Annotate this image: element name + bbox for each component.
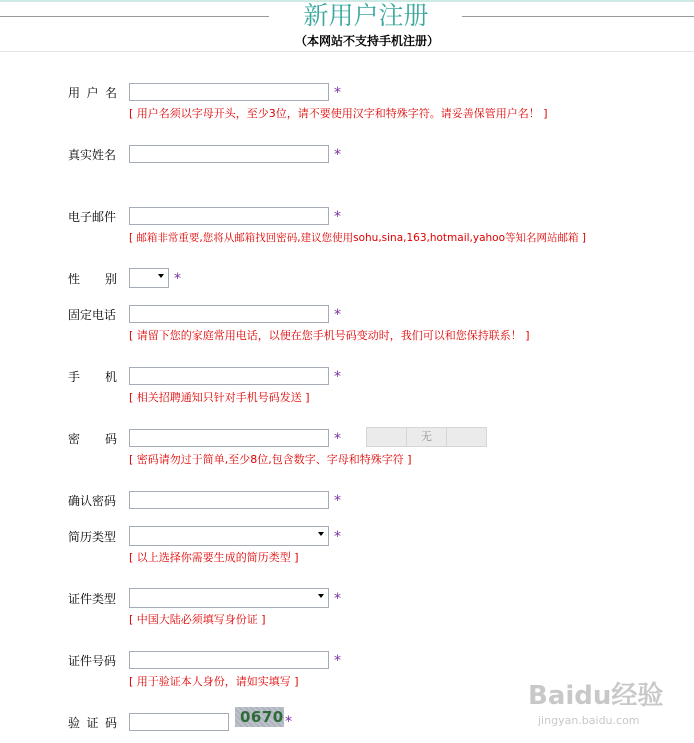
required-mark: * (334, 307, 341, 323)
mobile-input[interactable] (129, 367, 329, 385)
resume-type-select[interactable] (129, 526, 329, 546)
username-label: 用 户 名 (68, 86, 117, 100)
mobile-hint: [ 相关招聘通知只针对手机号码发送 ] (129, 391, 310, 404)
captcha-code: 0670 (240, 708, 284, 726)
phone-label: 固定电话 (68, 308, 117, 322)
required-mark: * (334, 209, 341, 225)
realname-input[interactable] (129, 145, 329, 163)
password-hint: [ 密码请勿过于简单,至少8位,包含数字、字母和特殊字符 ] (129, 453, 412, 466)
required-mark: * (334, 529, 341, 545)
required-mark: * (334, 653, 341, 669)
page-title: 新用户注册 (303, 1, 429, 30)
header-divider (0, 51, 694, 52)
confirm-password-label: 确认密码 (68, 494, 117, 508)
captcha-input[interactable] (129, 713, 229, 731)
id-type-label: 证件类型 (68, 592, 117, 606)
confirm-password-input[interactable] (129, 491, 329, 509)
phone-hint: [ 请留下您的家庭常用电话，以便在您手机号码变动时，我们可以和您保持联系！ ] (129, 329, 530, 342)
chevron-down-icon (158, 274, 164, 278)
mobile-label: 手 机 (68, 370, 117, 384)
required-mark: * (285, 714, 292, 730)
id-number-label: 证件号码 (68, 654, 117, 668)
required-mark: * (334, 431, 341, 447)
resume-type-label: 简历类型 (68, 530, 117, 544)
password-input[interactable] (129, 429, 329, 447)
chevron-down-icon (318, 594, 324, 598)
resume-type-hint: [ 以上选择你需要生成的简历类型 ] (129, 551, 299, 564)
password-label: 密 码 (68, 432, 117, 446)
strength-weak (367, 428, 407, 446)
required-mark: * (174, 271, 181, 287)
captcha-label: 验 证 码 (68, 716, 117, 730)
email-input[interactable] (129, 207, 329, 225)
id-type-select[interactable] (129, 588, 329, 608)
watermark-logo-text: Baidu经验 (528, 681, 664, 711)
gender-label: 性 别 (68, 272, 117, 286)
title-line-right (462, 16, 694, 17)
watermark-url: jingyan.baidu.com (538, 714, 640, 727)
email-label: 电子邮件 (68, 210, 117, 224)
email-hint: [ 邮箱非常重要,您将从邮箱找回密码,建议您使用sohu,sina,163,hotmail,yahoo等知名网站邮箱 ] (129, 232, 586, 244)
password-strength-meter (366, 427, 487, 447)
required-mark: * (334, 591, 341, 607)
required-mark: * (334, 493, 341, 509)
id-number-hint: [ 用于验证本人身份，请如实填写 ] (129, 675, 299, 688)
id-type-hint: [ 中国大陆必须填写身份证 ] (129, 613, 266, 626)
required-mark: * (334, 85, 341, 101)
username-hint: [ 用户名须以字母开头，至少3位，请不要使用汉字和特殊字符。请妥善保管用户名！ ] (129, 107, 548, 120)
captcha-image[interactable] (235, 707, 284, 727)
strength-medium: 无 (407, 428, 447, 446)
realname-label: 真实姓名 (68, 148, 117, 162)
gender-select[interactable] (129, 268, 169, 288)
username-input[interactable] (129, 83, 329, 101)
strength-strong (447, 428, 486, 446)
phone-input[interactable] (129, 305, 329, 323)
required-mark: * (334, 369, 341, 385)
required-mark: * (334, 147, 341, 163)
id-number-input[interactable] (129, 651, 329, 669)
chevron-down-icon (318, 532, 324, 536)
page-subtitle: （本网站不支持手机注册） (294, 34, 439, 48)
title-line-left (0, 16, 269, 17)
baidu-watermark (528, 680, 688, 740)
